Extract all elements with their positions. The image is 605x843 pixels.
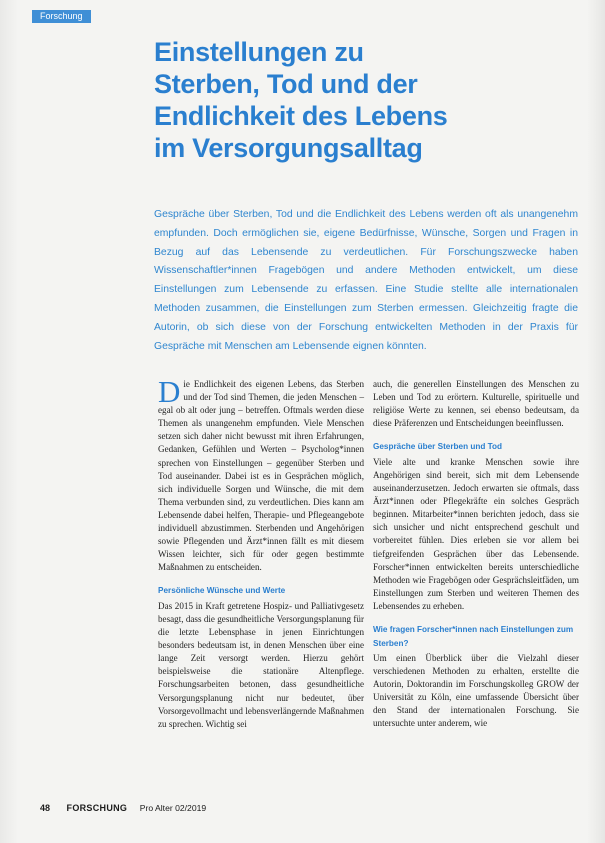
body-paragraph: Um einen Überblick über die Vielzahl dieser verschiedenen Methoden zu erhalten, erstellte die Autorin, Doktorandin im Forschungskolleg GROW der Universität zu Köln, eine umfassende Übersicht über den Stand der internationalen Forschung. Sie untersuchte unter anderem, wie bbox=[373, 653, 579, 729]
section-heading: Persönliche Wünsche und Werte bbox=[158, 586, 286, 596]
page-number: 48 bbox=[40, 803, 51, 813]
footer-section: FORSCHUNG bbox=[66, 803, 128, 813]
article-lead: Gespräche über Sterben, Tod und die Endlichkeit des Lebens werden oft als unangenehm empfunden. Doch ermöglichen sie, eigene Bedürfnisse, Wünsche, Sorgen und Fragen in Bezug auf das Lebensende zu verdeutlichen. Für Forschungszwecke haben Wissenschaftler*innen Fragebögen und andere Methoden entwickelt, um diese Einstellungen zum Lebensende zu erfassen. Eine Studie stellte alle internationalen Methoden zusammen, die Einstellungen zum Sterben ermessen. Gleichzeitig fragte die Autorin, ob sich diese von der Forschung entwickelten Methoden in der Praxis für Gespräche mit Menschen am Lebensende eignen könnten. bbox=[154, 209, 578, 352]
title-line: Endlichkeit des Lebens bbox=[154, 101, 448, 131]
page-footer bbox=[40, 803, 206, 813]
title-line: Sterben, Tod und der bbox=[154, 69, 418, 99]
title-line: im Versorgungsalltag bbox=[154, 133, 423, 163]
section-heading: Wie fragen Forscher*innen nach Einstellungen zum Sterben? bbox=[373, 625, 574, 648]
body-paragraph: Die Endlichkeit des eigenen Lebens, das Sterben und der Tod sind Themen, die jeden Menschen – egal ob alt oder jung – betreffen. Oftmals werden diese Themen als unangenehm empfunden. Viele Menschen setzen sich daher nicht bewusst mit ihren Erfahrungen, Gedanken, Gefühlen und Werten – Psycholog*innen sprechen von Einstellungen – gegenüber Sterben und Tod auseinander. Dabei ist es in Gesprächen möglich, sich individuelle Sorgen und Wünsche, die mit dem Thema verbunden sind, zu verdeutlichen. Dies kann am Lebensende dabei helfen, Therapie- und Pflegeangebote individuell abzustimmen. Sterbenden und Angehörigen sowie Pflegenden und Ärzt*innen fällt es mit diesem Wissen leichter, sich für oder gegen bestimmte Maßnahmen zu entscheiden. bbox=[158, 374, 364, 573]
body-column-left bbox=[158, 374, 364, 731]
drop-cap: D bbox=[158, 374, 181, 409]
title-line: Einstellungen zu bbox=[154, 37, 364, 67]
section-heading: Gespräche über Sterben und Tod bbox=[373, 442, 503, 452]
body-paragraph: auch, die generellen Einstellungen des Menschen zu Leben und Tod zu erörtern. Kulturelle, spirituelle und religiöse Werte zu kennen, sei ebenso bedeutsam, da diese Präferenzen und Entscheidungen beeinflussen. bbox=[373, 379, 579, 429]
body-paragraph: Viele alte und kranke Menschen sowie ihre Angehörigen sind bereit, sich mit dem Lebensende auseinanderzusetzen. Jedoch erwarten sie oftmals, dass Ärzt*innen oder Pflegekräfte ein solches Gespräch beginnen. Mitarbeiter*innen berichten jedoch, dass sie sich unsicher und nicht entsprechend geschult und vorbereitet fühlen. Dies erleben sie vor allem bei tiefgreifenden Gesprächen über das Lebensende. Forscher*innen entwickelten bereits unterschiedliche Methoden wie Fragebögen oder Gesprächsleitfäden, um Einstellungen zum Sterben und weiteren Themen des Lebensendes zu erheben. bbox=[373, 456, 579, 611]
body-paragraph: Das 2015 in Kraft getretene Hospiz- und Palliativgesetz besagt, dass die gesundheitliche Versorgungsplanung für die letzte Lebensphase in jenen Einrichtungen besonders bedeutsam ist, in denen Menschen über eine lange Zeit versorgt werden. Hierzu gehört beispielsweise die stationäre Altenpflege. Forschungsarbeiten betonen, dass gesundheitliche Versorgungsplanung nicht nur bedeutet, über Vorsorgevollmacht und lebensverlängernde Maßnahmen zu sprechen. Wichtig sei bbox=[158, 600, 364, 729]
journal-issue: Pro Alter 02/2019 bbox=[139, 803, 207, 813]
article-title bbox=[154, 36, 584, 164]
section-tag: Forschung bbox=[32, 10, 91, 23]
body-column-right bbox=[373, 378, 579, 731]
